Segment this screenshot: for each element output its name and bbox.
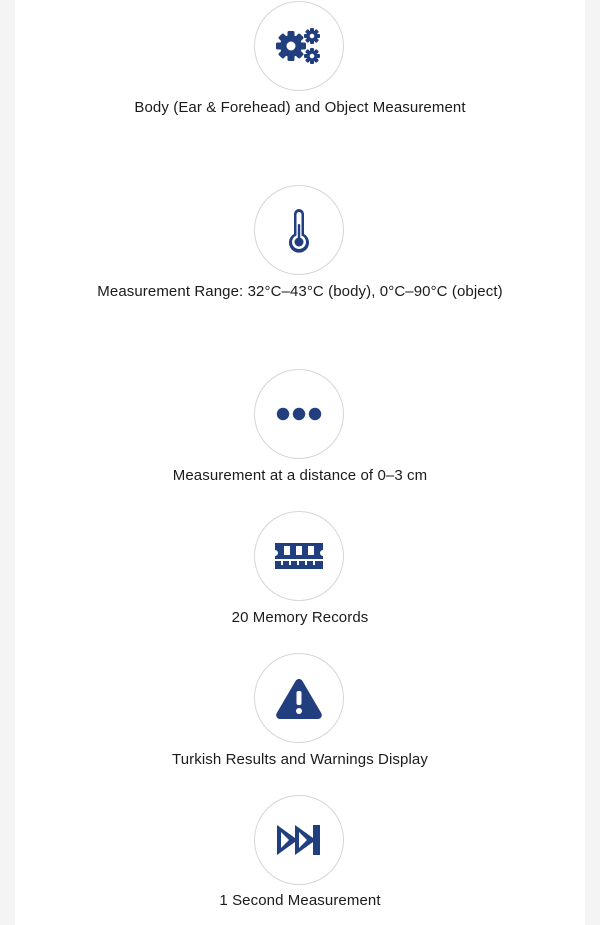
feature-label: 20 Memory Records [231,609,369,626]
feature-label: Measurement at a distance of 0–3 cm [172,467,428,484]
features-panel [15,0,585,925]
icon-circle [254,1,344,91]
memory-icon [275,541,323,571]
feature-label: Body (Ear & Forehead) and Object Measurement [134,99,466,116]
icon-circle [254,795,344,885]
thermometer-icon [286,207,312,253]
warning-icon [275,677,323,719]
fast-forward-icon [275,822,323,858]
icon-circle [254,653,344,743]
icon-circle [254,369,344,459]
ellipsis-icon [276,407,322,421]
feature-label: Turkish Results and Warnings Display [172,751,428,768]
icon-circle [254,511,344,601]
feature-label: Measurement Range: 32°C–43°C (body), 0°C–90°C (object) [97,283,503,300]
feature-label: 1 Second Measurement [219,892,381,909]
gears-icon [274,26,324,66]
icon-circle [254,185,344,275]
